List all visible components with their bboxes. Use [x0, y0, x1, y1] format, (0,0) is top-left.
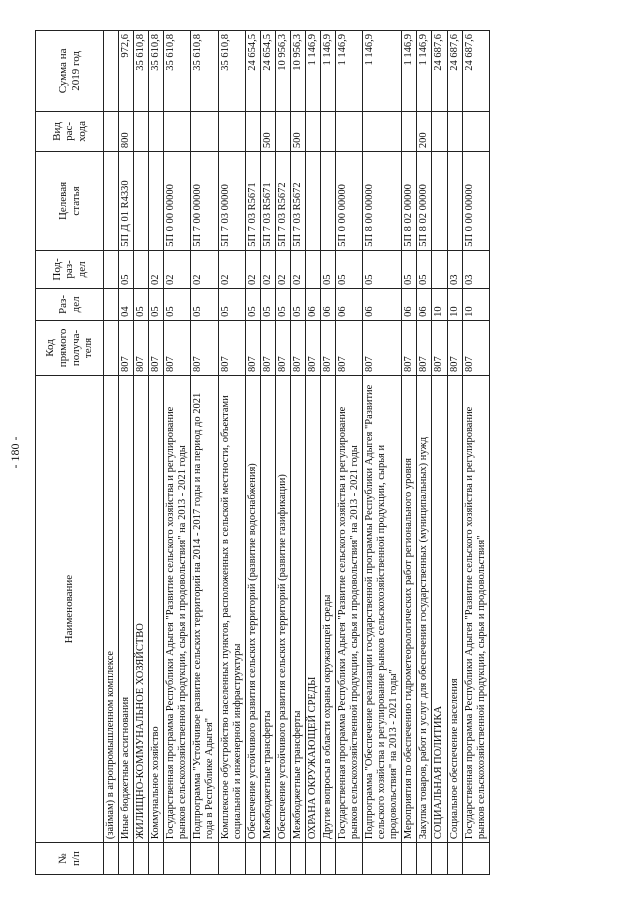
cell-sum: 1 146,9: [320, 31, 335, 112]
cell-podrazdel: 02: [149, 250, 164, 288]
cell-name: Обеспечение устойчивого развития сельских территорий (развитие водоснабжения): [245, 376, 260, 843]
cell-name: СОЦИАЛЬНАЯ ПОЛИТИКА: [432, 376, 447, 843]
table-row: [305, 31, 320, 875]
cell-podrazdel: 05: [119, 250, 134, 288]
cell-name: Закупка товаров, работ и услуг для обеспечения государственных (муниципальных) нужд: [417, 376, 432, 843]
cell-podrazdel: 02: [218, 250, 245, 288]
cell-sum: 10 956,3: [290, 31, 305, 112]
cell-article: 5П 8 02 00000: [417, 152, 432, 251]
cell-podrazdel: 02: [245, 250, 260, 288]
table-row: [447, 31, 462, 875]
cell-code: 807: [260, 320, 275, 375]
table-row: [245, 31, 260, 875]
table-row: [218, 31, 245, 875]
cell-code: [104, 320, 119, 375]
cell-sum: 24 687,6: [447, 31, 462, 112]
cell-article: [447, 152, 462, 251]
cell-article: 5П 8 00 00000: [363, 152, 402, 251]
cell-article: 5П 7 03 00000: [218, 152, 245, 251]
cell-code: 807: [134, 320, 149, 375]
cell-article: 5П 0 00 00000: [164, 152, 191, 251]
cell-name: Подпрограмма "Устойчивое развитие сельских территорий на 2014 - 2017 годы и на период до 2021 года в Республике Адыгея": [191, 376, 218, 843]
cell-razdel: 05: [245, 289, 260, 321]
cell-code: 807: [363, 320, 402, 375]
cell-name: Иные бюджетные ассигнования: [119, 376, 134, 843]
cell-razdel: 06: [402, 289, 417, 321]
cell-num: [134, 843, 149, 875]
cell-vid: [104, 111, 119, 151]
header-num: № п/п: [36, 843, 104, 875]
cell-num: [260, 843, 275, 875]
cell-sum: 10 956,3: [275, 31, 290, 112]
cell-vid: 500: [290, 111, 305, 151]
cell-vid: [134, 111, 149, 151]
cell-vid: [336, 111, 363, 151]
cell-vid: [164, 111, 191, 151]
cell-sum: 1 146,9: [305, 31, 320, 112]
cell-vid: [447, 111, 462, 151]
cell-article: [134, 152, 149, 251]
cell-name: Государственная программа Республики Адыгея "Развитие сельского хозяйства и регулирование рынков сельскохозяйственной продукции, сырья и продовольствия" на 2013 - 2021 годы: [164, 376, 191, 843]
cell-article: [305, 152, 320, 251]
cell-article: [149, 152, 164, 251]
cell-razdel: 05: [149, 289, 164, 321]
header-code: Код прямого получа- теля: [36, 320, 104, 375]
cell-code: 807: [417, 320, 432, 375]
table-row: [119, 31, 134, 875]
cell-code: 807: [447, 320, 462, 375]
cell-num: [363, 843, 402, 875]
cell-podrazdel: [432, 250, 447, 288]
cell-code: 807: [432, 320, 447, 375]
table-row: [134, 31, 149, 875]
cell-code: 807: [149, 320, 164, 375]
cell-num: [402, 843, 417, 875]
table-row: [290, 31, 305, 875]
cell-sum: 35 610,8: [218, 31, 245, 112]
cell-name: Комплексное обустройство населенных пунктов, расположенных в сельской местности, объектами социальной и инженерной инфраструктуры: [218, 376, 245, 843]
cell-code: 807: [191, 320, 218, 375]
cell-code: 807: [275, 320, 290, 375]
cell-sum: 24 687,6: [462, 31, 489, 112]
cell-sum: 1 146,9: [336, 31, 363, 112]
cell-num: [104, 843, 119, 875]
cell-article: 5П 8 02 00000: [402, 152, 417, 251]
table-row: [275, 31, 290, 875]
cell-article: 5П Д 01 R4330: [119, 152, 134, 251]
cell-num: [417, 843, 432, 875]
cell-sum: [104, 31, 119, 112]
cell-num: [149, 843, 164, 875]
table-row: [164, 31, 191, 875]
cell-name: Обеспечение устойчивого развития сельских территорий (развитие газификации): [275, 376, 290, 843]
cell-article: 5П 7 03 R5672: [290, 152, 305, 251]
page-number: - 180 -: [8, 436, 22, 469]
cell-podrazdel: 02: [191, 250, 218, 288]
cell-num: [447, 843, 462, 875]
cell-podrazdel: [305, 250, 320, 288]
cell-article: [104, 152, 119, 251]
cell-article: 5П 7 03 R5671: [260, 152, 275, 251]
cell-sum: 24 654,5: [260, 31, 275, 112]
table-row: [432, 31, 447, 875]
cell-code: 807: [290, 320, 305, 375]
cell-name: Коммунальное хозяйство: [149, 376, 164, 843]
header-razdel: Раз- дел: [36, 289, 104, 321]
cell-article: 5П 7 00 00000: [191, 152, 218, 251]
header-name: Наименование: [36, 376, 104, 843]
cell-num: [218, 843, 245, 875]
cell-num: [275, 843, 290, 875]
header-vid: Вид рас- хода: [36, 111, 104, 151]
cell-article: [432, 152, 447, 251]
cell-razdel: 05: [134, 289, 149, 321]
cell-podrazdel: 05: [417, 250, 432, 288]
cell-razdel: 06: [417, 289, 432, 321]
cell-name: Межбюджетные трансферты: [290, 376, 305, 843]
cell-num: [305, 843, 320, 875]
table-row: [149, 31, 164, 875]
cell-article: 5П 0 00 00000: [336, 152, 363, 251]
cell-name: Мероприятия по обеспечению гидрометеорологических работ регионального уровня: [402, 376, 417, 843]
cell-podrazdel: 02: [290, 250, 305, 288]
cell-num: [164, 843, 191, 875]
cell-vid: 500: [260, 111, 275, 151]
cell-vid: [462, 111, 489, 151]
cell-name: Государственная программа Республики Адыгея "Развитие сельского хозяйства и регулирование рынков сельскохозяйственной продукции, сырья и продовольствия": [462, 376, 489, 843]
cell-code: 807: [320, 320, 335, 375]
cell-vid: [245, 111, 260, 151]
cell-razdel: 05: [290, 289, 305, 321]
table-row: [363, 31, 402, 875]
table-row: [336, 31, 363, 875]
cell-razdel: 05: [275, 289, 290, 321]
cell-code: 807: [462, 320, 489, 375]
table-row: [402, 31, 417, 875]
table-body: [104, 31, 490, 875]
cell-name: ОХРАНА ОКРУЖАЮЩЕЙ СРЕДЫ: [305, 376, 320, 843]
cell-razdel: 05: [260, 289, 275, 321]
cell-razdel: 10: [462, 289, 489, 321]
cell-sum: 35 610,8: [191, 31, 218, 112]
cell-name: Социальное обеспечение населения: [447, 376, 462, 843]
cell-razdel: [104, 289, 119, 321]
cell-razdel: 05: [218, 289, 245, 321]
cell-name: Межбюджетные трансферты: [260, 376, 275, 843]
cell-name: Подпрограмма "Обеспечение реализации государственной программы Республики Адыгея "Развитие сельского хозяйства и регулирование рынков сельскохозяйственной продукции, сырья и продовольствия" на 2013 - 2021 годы": [363, 376, 402, 843]
table-header-row: [36, 31, 104, 875]
header-article: Целевая статья: [36, 152, 104, 251]
cell-article: 5П 7 03 R5672: [275, 152, 290, 251]
cell-razdel: 10: [432, 289, 447, 321]
cell-code: 807: [402, 320, 417, 375]
cell-code: 807: [218, 320, 245, 375]
cell-code: 807: [119, 320, 134, 375]
cell-vid: 200: [417, 111, 432, 151]
cell-sum: 24 654,5: [245, 31, 260, 112]
cell-podrazdel: 05: [363, 250, 402, 288]
cell-sum: 35 610,8: [164, 31, 191, 112]
cell-num: [336, 843, 363, 875]
cell-code: 807: [305, 320, 320, 375]
cell-podrazdel: 03: [447, 250, 462, 288]
cell-sum: 1 146,9: [402, 31, 417, 112]
cell-name: Государственная программа Республики Адыгея "Развитие сельского хозяйства и регулирование рынков сельскохозяйственной продукции, сырья и продовольствия" на 2013 - 2021 годы: [336, 376, 363, 843]
cell-num: [432, 843, 447, 875]
cell-sum: 1 146,9: [363, 31, 402, 112]
cell-num: [290, 843, 305, 875]
cell-num: [245, 843, 260, 875]
cell-sum: 972,6: [119, 31, 134, 112]
cell-num: [462, 843, 489, 875]
cell-code: 807: [245, 320, 260, 375]
cell-sum: 35 610,8: [134, 31, 149, 112]
cell-code: 807: [336, 320, 363, 375]
table-row: [191, 31, 218, 875]
cell-razdel: 06: [363, 289, 402, 321]
cell-podrazdel: 02: [164, 250, 191, 288]
cell-num: [119, 843, 134, 875]
budget-table: [35, 30, 490, 875]
cell-vid: [149, 111, 164, 151]
cell-article: [320, 152, 335, 251]
table-row: [260, 31, 275, 875]
cell-num: [191, 843, 218, 875]
table-row: [320, 31, 335, 875]
cell-podrazdel: [134, 250, 149, 288]
cell-sum: 35 610,8: [149, 31, 164, 112]
cell-sum: 24 687,6: [432, 31, 447, 112]
cell-razdel: 10: [447, 289, 462, 321]
cell-podrazdel: 03: [462, 250, 489, 288]
cell-vid: [191, 111, 218, 151]
table-row: [462, 31, 489, 875]
cell-name: (займам) в агропромышленном комплексе: [104, 376, 119, 843]
cell-name: Другие вопросы в области охраны окружающей среды: [320, 376, 335, 843]
cell-podrazdel: 02: [260, 250, 275, 288]
cell-article: 5П 0 00 00000: [462, 152, 489, 251]
cell-podrazdel: 05: [320, 250, 335, 288]
cell-podrazdel: 02: [275, 250, 290, 288]
cell-vid: 800: [119, 111, 134, 151]
cell-vid: [363, 111, 402, 151]
cell-sum: 1 146,9: [417, 31, 432, 112]
cell-name: ЖИЛИЩНО-КОММУНАЛЬНОЕ ХОЗЯЙСТВО: [134, 376, 149, 843]
cell-podrazdel: 05: [402, 250, 417, 288]
cell-vid: [402, 111, 417, 151]
cell-vid: [275, 111, 290, 151]
cell-code: 807: [164, 320, 191, 375]
cell-vid: [432, 111, 447, 151]
cell-razdel: 06: [336, 289, 363, 321]
cell-vid: [305, 111, 320, 151]
cell-vid: [320, 111, 335, 151]
cell-podrazdel: 05: [336, 250, 363, 288]
cell-razdel: 06: [305, 289, 320, 321]
header-podrazdel: Под- раз- дел: [36, 250, 104, 288]
cell-num: [320, 843, 335, 875]
cell-razdel: 05: [191, 289, 218, 321]
cell-podrazdel: [104, 250, 119, 288]
table-row: [104, 31, 119, 875]
cell-razdel: 06: [320, 289, 335, 321]
table-row: [417, 31, 432, 875]
cell-razdel: 05: [164, 289, 191, 321]
cell-vid: [218, 111, 245, 151]
header-sum: Сумма на 2019 год: [36, 31, 104, 112]
cell-razdel: 04: [119, 289, 134, 321]
cell-article: 5П 7 03 R5671: [245, 152, 260, 251]
